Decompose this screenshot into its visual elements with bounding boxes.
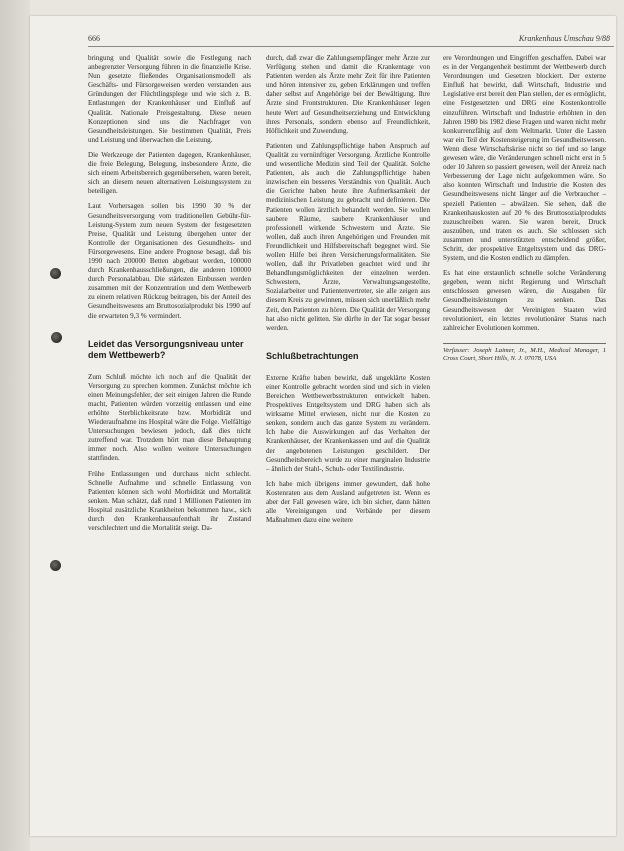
paragraph: Die Werkzeuge der Patienten dagegen, Krankenhäuser, die freie Belegung, Belegung, insbesondere Ärzte, die sich einem Arbeitsbereich gegenübersehen, waren bereit, sich an diesem neuen alternativen Leistungssystem zu beteiligen. — [88, 150, 251, 196]
scan-margin — [0, 0, 30, 851]
text-column-2 — [266, 54, 430, 531]
author-note: Verfasser: Joseph Laimer, Jr., M.H., Medical Manager, 1 Cross Court, Short Hills, N. J. 07078, USA — [443, 346, 606, 363]
paragraph: Externe Kräfte haben bewirkt, daß ungeklärte Kosten einer Kontrolle gebracht worden sind und sich in vielen Bereichen Wettbewerbsstrukturen entwickelt haben. Prospektives Entgeltsystem und DRG haben sich als wirksame Mittel erwiesen, nicht nur die Kosten zu senken, sondern auch das ganze System zu verändern. Ich habe die Auswirkungen auf das Verhalten der Krankenhäuser, der Krankenkassen und auf die Qualität der angebotenen Leistungen geschildert. Der Gesundheitsbereich wurde zu einer marginalen Industrie – ähnlich der Stahl-, Schuh- oder Textilindustrie. — [266, 373, 430, 473]
text-column-1 — [88, 54, 251, 539]
paragraph: Laut Vorhersagen sollen bis 1990 30 % der Gesundheitsversorgung vom traditionellen Gebühr-für-Leistung-System zum neuen System der festgesetzten Preise, Qualität und Leistung übergehen unter der Kontrolle der Organisationen des Gesundheits- und Fürsorgewesens. Eine andere Prognose besagt, daß bis 1990 nach 200000 Betten abgebaut werden, 100000 durch Krankenhausschließungen, die anderen 100000 durch Personalabbau. Die stärksten Einbussen werden zusammen mit der Konzentration und dem Wettbewerb zu einem relativen Rückzug beitragen, bis der Anteil des Gesundheitswesens am Bruttosozialprodukt bis 1990 auf die erwarteten 9,3 % vermindert. — [88, 202, 251, 320]
paragraph: ere Verordnungen und Eingriffen geschaffen. Dabei war es in der Vergangenheit bestimmt der Wettbewerb durch Verordnungen und Gesetzen blockiert. Der externe Einfluß hat bewirkt, daß Wirtschaft, Industrie und Legislative erst bereit den Plan stellen, der es ermöglicht, eine Festgesetzten und DRG eine Kostenkontrolle einzuführen. Wirtschaft und Industrie erhöhten in den Jahren 1980 bis 1982 diese Fragen und waren nicht mehr konkurrenzfähig auf dem Weltmarkt. Unter die Lasten war ein Teil der Kostensteigerung im Gesundheitswesen. Wenn diese Wirtschaftskrise nicht so tief und so lange gewesen wäre, die Veränderungen schnell nicht erst in 5 oder 10 Jahren so passiert gewesen, weil der Anreiz nach Verbesserung der Lage nicht aufgekommen wäre. So also konnten Wirtschaft und Industrie die Kosten des Gesundheitswesens nicht länger auf die Verbraucher – speziell Patienten – abwälzen. Sie sehen, daß die Krankenhauskosten auf 20 % des Bruttosozialprodukts zuzuschreiben waren. Sie waren bereit, Druck auszuüben, und traten es auch. Sie schlossen sich zusammen und unterstützten entscheidend größer, Schritt, der prospektive Entgeltsystem und das DRG-System, und die Kosten endlich zu dämpfen. — [443, 54, 606, 263]
paragraph: Patienten und Zahlungspflichtige haben Anspruch auf Qualität zu vernünftiger Versorgung. Ärztliche Kontrolle und wesentliche Medizin sind Teil der Qualität. Solche Patienten, als auch die Zahlungspflichtige haben inzwischen ein besseres Verständnis von Qualität. Auch die Gerichte haben heute ihre Aufmerksamkeit der medizinischen Leistung zu gebracht und definieren. Die Patienten wollen ärztlich behandelt werden. Sie wollen saubere Räume, saubere Krankenhäuser und professionell wirkende Schwestern und Ärzte. Sie wollen, daß auch ihren Angehörigen und Freunden mit Freundlichkeit und Hilfsbereitschaft begegnet wird. Sie wollen Hilfe bei ihren Versicherungsformalitäten. Sie wollen, daß ihr Privatleben geachtet wird und ihr Behandlungsmöglichkeiten der einzelnen werden. Schwestern, Ärzte, Verwaltungsangestellte, Sozialarbeiter und Patientenvertreter, sie alle zeigen aus diesem Kreis zu gewinnen, müssen sich unerläßlich mehr Zeit, den Patienten zu hören. Die Qualität der Versorgung hat also nicht gelitten. Sie dürfte in der Tat sogar besser werden. — [266, 141, 430, 332]
page-number: 666 — [88, 34, 100, 43]
text-column-3 — [443, 54, 606, 370]
punch-hole-top — [50, 268, 61, 279]
paragraph: Es hat eine erstaunlich schnelle solche Veränderung gegeben, wenn nicht Regierung und Wirtschaft entschlossen gewesen wären, die Ausgaben für Gesundheitsleistungen zu senken. Das Gesundheitswesen der Vereinigten Staaten wird revolutioniert, ein letztes revolutionärer Status nach zahlreicher Evolutionen kommen. — [443, 269, 606, 332]
running-title: Krankenhaus Umschau 9/88 — [518, 34, 610, 43]
paragraph: bringung und Qualität sowie die Festlegung nach anbegrenzter Versorgung führen in die finanzielle Krise. Nun gesetzte fließendes Organisationsmodell als Geschäfts- und Fürsorgeweisen werden verstanden aus Gründungen der Flüchtlingsplege und wie sich z. B. Entlastungen der Krankenhäuser und Einfluß auf Qualität. Nationale Preisgestaltung. Diese neuen Konzeptionen sind uns die Nachfrager von Gesundheitsleistungen. Sie bestimmen Qualität, Preis und Leistung und überwachen die Leistung. — [88, 54, 251, 144]
section-heading: Schlußbetrachtungen — [266, 350, 359, 361]
section-heading: Leidet das Versorgungsniveau unter dem Wettbewerb? — [88, 338, 244, 360]
punch-hole-middle — [51, 332, 62, 343]
paragraph: Ich habe mich übrigens immer gewundert, daß hohe Kostenraten aus dem Ausland aufgetreten ist. Wenn es aber der Fall gewesen wäre, ich bin sicher, dann hätten alle Vereinigungen und Verbände per diesem Maßnahmen dazu eine weitere — [266, 479, 430, 525]
paragraph: durch, daß zwar die Zahlungsempfänger mehr Ärzte zur Verfügung stehen und damit die Krankentage von Patienten werden als Ärzte mehr Zeit für ihre Patienten und hören intensiver zu, geben Erklärungen und treffen daher selbst auf Angehörige bei der Bewältigung. Ihre Ärzte sind Frontstrukturen. Die Krankenhäuser legen heute Wert auf Gesundheitserziehung und Entwicklung ihres Personals, sondern ebenso auf Freundlichkeit, Höflichkeit und Zuwendung. — [266, 54, 430, 135]
paragraph: Frühe Entlassungen und durchaus nicht schlecht. Schnelle Aufnahme und schnelle Entlassung von Patienten können sich wohl Morbidität und Mortalität senken. Man schätzt, daß rund 1 Millionen Patienten im Hospital zusätzliche Krankheiten bekommen haw., sich durch den Krankenhausaufenthalt ihr Zustand verschlechtert und die Mortalität steigt. Da- — [88, 469, 251, 533]
punch-hole-bottom — [50, 560, 61, 571]
divider — [443, 343, 606, 344]
page-header — [88, 34, 614, 47]
paragraph: Zum Schluß möchte ich noch auf die Qualität der Versorgung zu sprechen kommen. Zunächst möchte ich einen Meinungsfehler, der seit einigen Jahren die Runde macht, Patienten würden vorzeitig entlassen und eine erhöhte Sterblichkeitsrate bzw. Morbidität und Wiederaufnahme ins Hospital wäre die Folge. Vielfältige Untersuchungen bewiesen jedoch, daß dies nicht zutreffend war. Trotzdem hört man diese Behauptung immer noch. Also wollen weitere Untersuchungen stattfinden. — [88, 372, 251, 463]
